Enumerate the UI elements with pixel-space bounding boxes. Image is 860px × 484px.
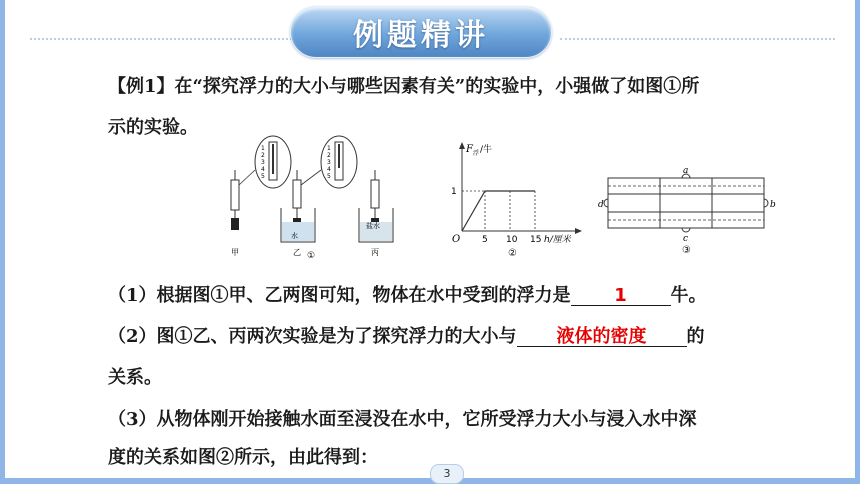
fig1-tick-1a: 1 <box>261 145 265 152</box>
question-2-line2: 关系。 <box>108 367 162 388</box>
fig2-x-tick-5: 5 <box>482 235 488 245</box>
fig2-origin: O <box>452 234 461 245</box>
fig1-beaker2-label: 水 <box>291 232 298 240</box>
q2-answer-blank: 液体的密度 <box>517 328 687 347</box>
figure-1-apparatus <box>215 130 405 260</box>
intro-text: 在“探究浮力的大小与哪些因素有关”的实验中，小强做了如图①所 <box>174 76 700 97</box>
fig1-tick-5b: 5 <box>327 173 331 180</box>
fig1-sub-label-bing: 丙 <box>371 248 379 257</box>
fig3-point-a: a <box>683 166 689 176</box>
fig3-outline <box>608 178 764 228</box>
question-3-line2: 度的关系如图②所示，由此得到： <box>108 447 378 468</box>
header-divider-right <box>560 38 835 40</box>
fig3-point-d: d <box>598 200 604 210</box>
fig1-sub-label-jia: 甲 <box>231 248 239 257</box>
fig1-sub-label-yi: 乙 <box>293 248 301 257</box>
question-2 <box>108 322 705 348</box>
header-divider-left <box>30 38 300 40</box>
fig1-label: ① <box>307 251 316 260</box>
frame-right-border <box>855 0 860 484</box>
fig1-tick-4a: 4 <box>261 166 265 173</box>
fig2-y-label: F <box>466 144 473 155</box>
q1-suffix: 牛。 <box>670 285 707 306</box>
figure-3-block <box>592 162 782 262</box>
fig3-point-c: c <box>683 234 689 244</box>
title-banner <box>290 6 552 58</box>
fig2-x-tick-10: 10 <box>506 235 518 245</box>
fig1-scale-jia <box>231 170 239 230</box>
fig1-scale-yi <box>293 170 301 230</box>
fig1-tick-2a: 2 <box>261 152 265 159</box>
q1-answer-blank: 1 <box>571 287 671 306</box>
fig1-tick-3b: 3 <box>327 159 331 166</box>
fig2-y-sub: 浮 <box>473 150 480 157</box>
fig1-tick-1b: 1 <box>327 145 331 152</box>
question-intro-line1 <box>108 72 699 98</box>
fig2-curve <box>462 191 535 231</box>
question-intro-line2: 示的实验。 <box>108 117 198 138</box>
q2-prefix: （2）图①乙、丙两次实验是为了探究浮力的大小与 <box>108 326 517 347</box>
question-3-line1: （3）从物体刚开始接触水面至浸没在水中，它所受浮力大小与浸入水中深 <box>108 409 697 430</box>
frame-left-border <box>0 0 5 484</box>
fig2-y-tick: 1 <box>451 187 457 197</box>
fig1-tick-5a: 5 <box>261 173 265 180</box>
fig3-point-b: b <box>770 200 776 210</box>
fig1-beaker3-label: 盐水 <box>366 222 380 230</box>
fig1-tick-2b: 2 <box>327 152 331 159</box>
page-title: 例题精讲 <box>353 18 489 53</box>
fig2-x-label: h/厘米 <box>544 235 571 245</box>
fig1-tick-3a: 3 <box>261 159 265 166</box>
page-number: 3 <box>430 464 464 484</box>
question-1 <box>108 281 707 307</box>
fig1-scale-bing <box>371 170 379 230</box>
example-tag: 【例1】 <box>108 76 175 97</box>
q1-prefix: （1）根据图①甲、乙两图可知，物体在水中受到的浮力是 <box>108 285 571 306</box>
fig1-tick-4b: 4 <box>327 166 331 173</box>
q2-suffix: 的 <box>686 326 705 347</box>
figure-2-graph <box>440 136 590 260</box>
fig2-x-tick-15: 15 <box>530 235 542 245</box>
fig2-y-unit: /牛 <box>480 145 493 155</box>
fig2-label: ② <box>508 248 517 259</box>
fig3-label: ③ <box>682 245 691 256</box>
